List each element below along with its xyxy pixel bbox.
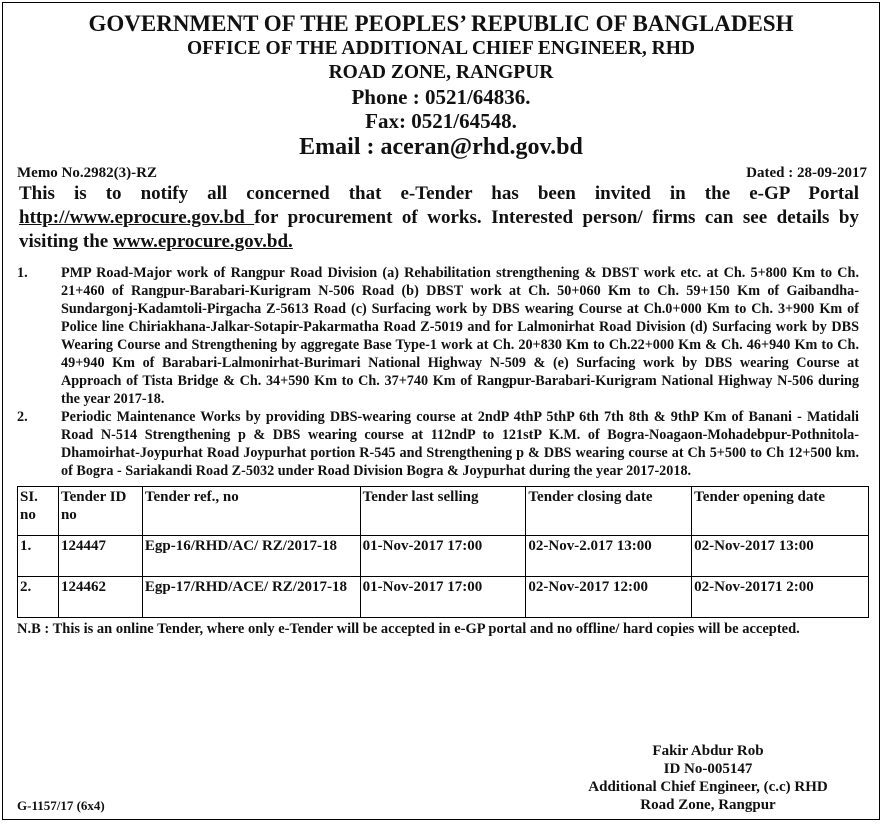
footer-code: G-1157/17 (6x4) (17, 798, 105, 813)
signatory-name: Fakir Abdur Rob (652, 743, 764, 759)
notice-paragraph (3, 182, 879, 254)
office-title: OFFICE OF THE ADDITIONAL CHIEF ENGINEER, RHD (187, 38, 695, 59)
cell-last-selling: 01-Nov-2017 17:00 (360, 536, 526, 577)
cell-tender-id: 124447 (58, 536, 142, 577)
header-sl: SI. no (18, 487, 59, 536)
tender-notice (2, 2, 880, 820)
phone-line: Phone : 0521/64836. (351, 85, 531, 109)
table-header-row (18, 487, 869, 536)
cell-opening-date: 02-Nov-2017 13:00 (692, 536, 869, 577)
email-line: Email : aceran@rhd.gov.bd (299, 134, 583, 160)
works-list (3, 264, 879, 480)
notice-text-1: This is to notify all concerned that e-Tender has been invited in the e-GP Portal (19, 183, 859, 204)
cell-sl: 2. (18, 577, 59, 618)
cell-opening-date: 02-Nov-20171 2:00 (692, 577, 869, 618)
memo-row (3, 163, 879, 183)
signature-block (563, 742, 853, 814)
cell-tender-ref: Egp-16/RHD/AC/ RZ/2017-18 (142, 536, 360, 577)
header-last-selling: Tender last selling (360, 487, 526, 536)
cell-closing-date: 02-Nov-2.017 13:00 (526, 536, 692, 577)
cell-tender-ref: Egp-17/RHD/ACE/ RZ/2017-18 (142, 577, 360, 618)
cell-closing-date: 02-Nov-2017 12:00 (526, 577, 692, 618)
cell-sl: 1. (18, 536, 59, 577)
tender-table (17, 486, 869, 618)
eprocure-link-2[interactable]: www.eprocure.gov.bd. (112, 231, 293, 252)
nb-note: N.B : This is an online Tender, where only e-Tender will be accepted in e-GP portal and no offline/ hard copies will be accepted. (17, 621, 800, 637)
notice-text-2: for procurement of works. Interested person/ firms can see details by visiting the (19, 207, 859, 252)
memo-date: Dated : 28-09-2017 (746, 165, 867, 181)
list-item (17, 408, 859, 480)
table-row (18, 577, 869, 618)
cell-last-selling: 01-Nov-2017 17:00 (360, 577, 526, 618)
eprocure-link-1[interactable]: http://www.eprocure.gov.bd (19, 207, 255, 228)
zone-title: ROAD ZONE, RANGPUR (328, 62, 554, 83)
header-closing-date: Tender closing date (526, 487, 692, 536)
government-title: GOVERNMENT OF THE PEOPLES’ REPUBLIC OF BANGLADESH (88, 11, 794, 36)
header-opening-date: Tender opening date (692, 487, 869, 536)
signatory-office: Road Zone, Rangpur (640, 797, 776, 813)
memo-number: Memo No.2982(3)-RZ (17, 165, 157, 181)
list-item (17, 264, 859, 408)
table-row (18, 536, 869, 577)
signatory-id: ID No-005147 (663, 761, 753, 777)
fax-line: Fax: 0521/64548. (365, 109, 517, 133)
work-number: 1. (17, 265, 28, 281)
header-tender-id: Tender ID no (58, 487, 142, 536)
header-tender-ref: Tender ref., no (142, 487, 360, 536)
signatory-title: Additional Chief Engineer, (c.c) RHD (588, 779, 828, 795)
work-number: 2. (17, 409, 28, 425)
work-description: Periodic Maintenance Works by providing DBS-wearing course at 2ndP 4thP 5thP 6th 7th 8th & 9thP Km of Banani - Matidali Road N-514 Strengthening p & DBS wearing course at 112ndP to 121stP K.M. of Bogra-Noagaon-Mohadebpur-Pothnitola-Dhamoirhat-Joypurhat Road Joypurhat portion R-545 and Strengthening p & DBS wearing course at Ch 5+500 to Ch 12+500 km. of Bogra - Sariakandi Road Z-5032 under Road Division Bogra & Joypurhat during the year 2017-2018. (61, 409, 859, 479)
cell-tender-id: 124462 (58, 577, 142, 618)
work-description: PMP Road-Major work of Rangpur Road Division (a) Rehabilitation strengthening & DBST work etc. at Ch. 5+800 Km to Ch. 21+460 of Rangpur-Barabari-Kurigram N-506 Road (b) DBST work at Ch. 50+060 Km to Ch. 59+150 Km of Gaibandha-Sundargonj-Kadamtoli-Pirgacha Z-5613 Road (c) Surfacing work by DBS wearing Course at Ch.0+000 Km to Ch. 3+900 Km of Police line Chiriakhana-Jalkar-Sotapir-Pakarmatha Road Z-5019 and for Lalmonirhat Road Division (d) Surfacing work by DBS Wearing Course and Strengthening by aggregate Base Type-1 work at Ch. 20+830 Km to Ch.22+000 Km & Ch. 46+940 Km to Ch. 49+940 Km of Barabari-Lalmonirhat-Burimari National Highway N-509 & (e) Surfacing work by DBS wearing Course at Approach of Tista Bridge & Ch. 34+590 Km to Ch. 37+740 Km of Rangpur-Barabari-Kurigram National Highway N-506 during the year 2017-18. (61, 265, 859, 407)
